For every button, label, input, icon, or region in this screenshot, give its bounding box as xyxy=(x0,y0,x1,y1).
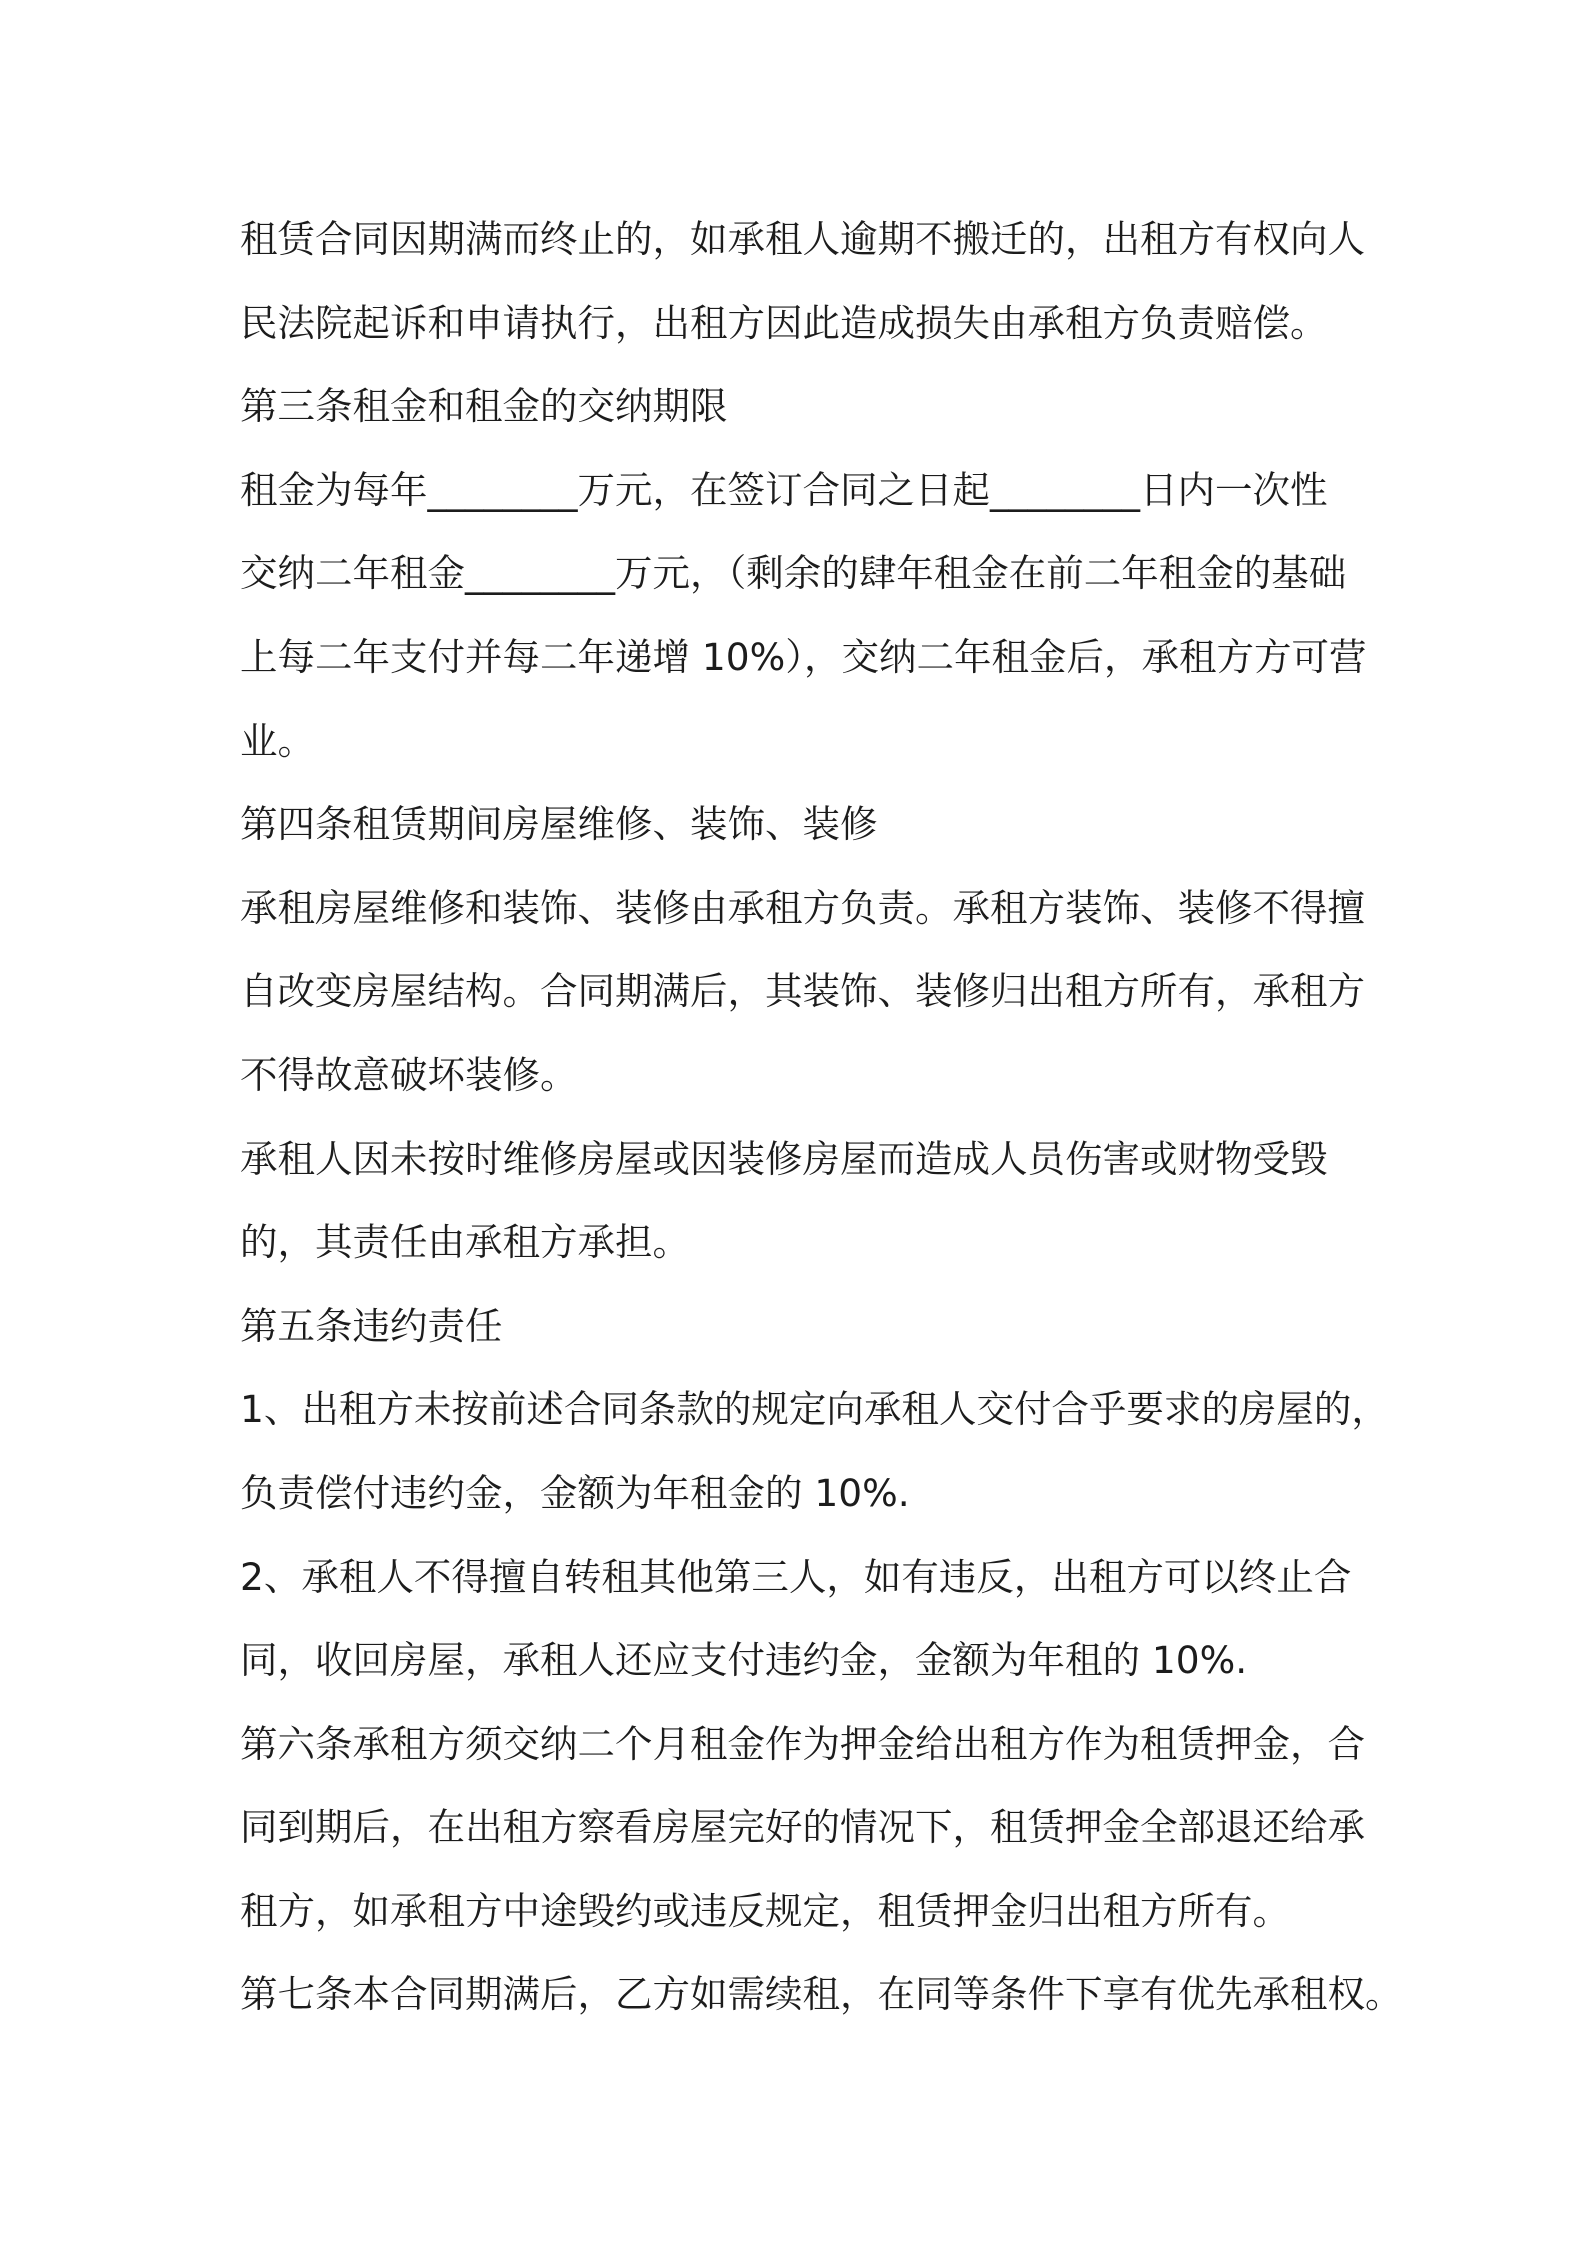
text-line: 的，其责任由承租方承担。 xyxy=(240,1220,690,1265)
text-line: 租赁合同因期满而终止的，如承租人逾期不搬迁的，出租方有权向人 xyxy=(240,217,1365,261)
text-line: 租方，如承租方中途毁约或违反规定，租赁押金归出租方所有。 xyxy=(240,1888,1290,1933)
section-heading: 第四条租赁期间房屋维修、装饰、装修 xyxy=(240,802,878,847)
text-line: 第七条本合同期满后，乙方如需续租，在同等条件下享有优先承租权。 xyxy=(240,1972,1403,2017)
document-body xyxy=(240,198,1403,2037)
text-line: 自改变房屋结构。合同期满后，其装饰、装修归出租方所有，承租方 xyxy=(240,969,1365,1014)
text-line: 负责偿付违约金，金额为年租金的 10%. xyxy=(240,1470,910,1515)
text-line: 不得故意破坏装修。 xyxy=(240,1052,578,1097)
text-line: 同，收回房屋，承租人还应支付违约金，金额为年租的 10%. xyxy=(240,1638,1248,1683)
text-line: 业。 xyxy=(240,718,315,763)
text-line: 民法院起诉和申请执行，出租方因此造成损失由承租方负责赔偿。 xyxy=(240,300,1328,345)
text-line: 2、承租人不得擅自转租其他第三人，如有违反，出租方可以终止合 xyxy=(240,1554,1352,1599)
text-line: 同到期后，在出租方察看房屋完好的情况下，租赁押金全部退还给承 xyxy=(240,1805,1365,1850)
text-line: 第六条承租方须交纳二个月租金作为押金给出租方作为租赁押金，合 xyxy=(240,1721,1365,1766)
text-line: 承租房屋维修和装饰、装修由承租方负责。承租方装饰、装修不得擅 xyxy=(240,885,1365,930)
section-heading: 第三条租金和租金的交纳期限 xyxy=(240,384,728,429)
text-line: 上每二年支付并每二年递增 10%），交纳二年租金后，承租方方可营 xyxy=(240,634,1367,679)
text-line: 交纳二年租金________万元，（剩余的肆年租金在前二年租金的基础 xyxy=(240,551,1347,596)
text-line: 承租人因未按时维修房屋或因装修房屋而造成人员伤害或财物受毁 xyxy=(240,1136,1328,1181)
text-line: 1、出租方未按前述合同条款的规定向承租人交付合乎要求的房屋的， xyxy=(240,1387,1389,1432)
text-line: 租金为每年________万元，在签订合同之日起________日内一次性 xyxy=(240,467,1328,512)
section-heading: 第五条违约责任 xyxy=(240,1303,503,1348)
